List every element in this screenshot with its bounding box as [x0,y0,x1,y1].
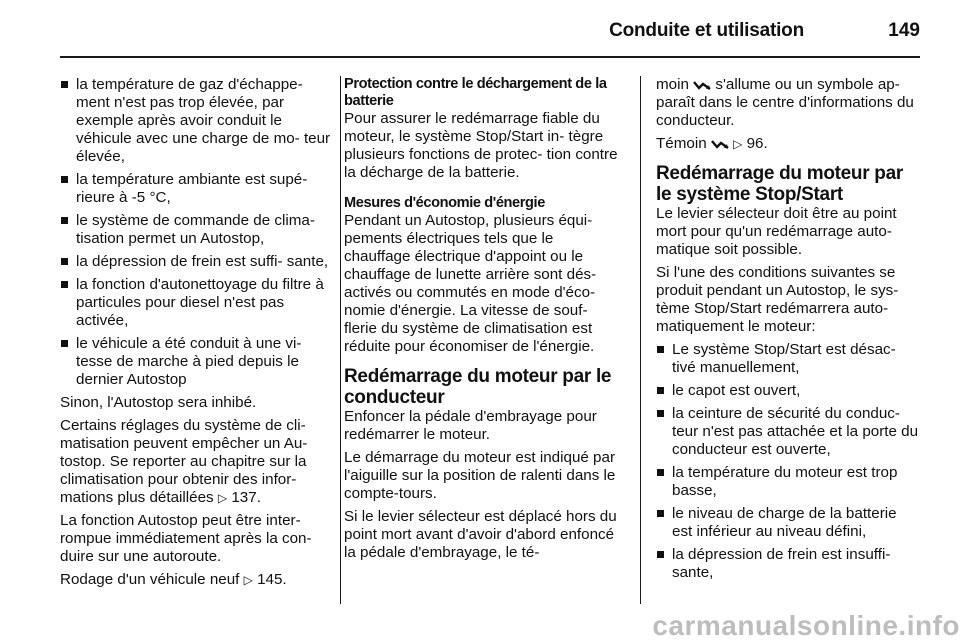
bullet-icon [61,217,68,224]
page-header [60,14,920,48]
page-reference-icon[interactable]: ▷ [217,491,228,505]
section-heading: Redémarrage du moteur par le système Stop/Start [656,163,903,205]
column-2 [344,76,624,567]
bullet-icon [657,346,664,353]
list-item: la température ambiante est supé- rieure à -5 °C, [60,171,332,207]
paragraph: Témoin ▷ 96. [656,135,768,152]
chapter-title: Conduite et utilisation [609,20,804,41]
list-item: la température du moteur est trop basse, [656,464,921,500]
paragraph: moin s'allume ou un symbole ap- paraît dans le centre d'informations du conducteur. [656,76,914,129]
stop-start-indicator-icon [693,80,711,90]
page-reference-icon[interactable]: ▷ [243,573,253,587]
paragraph: Certains réglages du système de cli- matisation peuvent empêcher un Au- tostop. Se reporter au chapitre sur la climatisation pour obtenir des infor- mations plus détaillées ▷ 137. [60,417,308,506]
paragraph: Rodage d'un véhicule neuf ▷ 145. [60,571,287,588]
page-reference[interactable]: 96. [746,135,768,152]
bullet-icon [657,387,664,394]
page-reference[interactable]: 145. [257,571,287,588]
bullet-icon [61,81,68,88]
list-item: le niveau de charge de la batterie est inférieur au niveau défini, [656,505,921,541]
header-divider [60,56,920,58]
paragraph: Le levier sélecteur doit être au point mort pour qu'un redémarrage auto- matique soit possible. [656,205,897,258]
list-item: le capot est ouvert, [656,382,921,400]
bullet-icon [657,551,664,558]
bullet-icon [61,281,68,288]
watermark: carmanualsonline.info [652,610,960,641]
bullet-icon [657,469,664,476]
bullet-icon [61,176,68,183]
column-divider [340,76,341,604]
list-item: Le système Stop/Start est désac- tivé manuellement, [656,341,921,377]
bullet-icon [657,510,664,517]
paragraph: La fonction Autostop peut être inter- rompue immédiatement après la con- duire sur une autoroute. [60,512,312,565]
column-1 [60,76,332,594]
section-heading: Redémarrage du moteur par le conducteur [344,366,612,408]
bullet-icon [657,410,664,417]
stop-start-indicator-icon [711,139,729,149]
paragraph: Pour assurer le redémarrage fiable du moteur, le système Stop/Start in- tègre plusieurs fonctions de protec- tion contre la décharge de la batterie. [344,110,618,181]
list-item: le système de commande de clima- tisation permet un Autostop, [60,212,332,248]
paragraph: Sinon, l'Autostop sera inhibé. [60,394,257,411]
subheading: Mesures d'économie d'énergie [344,195,545,211]
page-number: 149 [888,20,920,41]
subheading: Protection contre le déchargement de la batterie [344,76,607,109]
bullet-icon [61,258,68,265]
bullet-icon [61,340,68,347]
page-reference-icon[interactable]: ▷ [733,137,743,151]
list-item: la dépression de frein est suffi- sante, [60,253,332,271]
paragraph: Si l'une des conditions suivantes se produit pendant un Autostop, le sys- tème Stop/Start redémarrera auto- matiquement le moteur: [656,264,899,335]
paragraph: Enfoncer la pédale d'embrayage pour redémarrer le moteur. [344,408,597,443]
column-divider [640,76,641,604]
paragraph: Pendant un Autostop, plusieurs équi- pements électriques tels que le chauffage électrique d'appoint ou le chauffage de lunette arrière sont dés- activés ou commutés en mode d'éco- nomie d'énergie. La vitesse de souf- flerie du système de climatisation est réduite pour économiser de l'énergie. [344,212,597,355]
list-item: la dépression de frein est insuffi- sante, [656,546,921,582]
list-item: le véhicule a été conduit à une vi- tesse de marche à pied depuis le dernier Autostop [60,335,332,389]
column-3 [656,76,921,587]
list-item: la température de gaz d'échappe- ment n'est pas trop élevée, par exemple après avoir conduit le véhicule avec une charge de mo- teur élevée, [60,76,332,166]
paragraph: Si le levier sélecteur est déplacé hors du point mort avant d'avoir d'abord enfoncé la pédale d'embrayage, le té- [344,508,617,561]
paragraph: Le démarrage du moteur est indiqué par l'aiguille sur la position de ralenti dans le compte-tours. [344,449,616,502]
list-item: la fonction d'autonettoyage du filtre à particules pour diesel n'est pas activée, [60,276,332,330]
list-item: la ceinture de sécurité du conduc- teur n'est pas attachée et la porte du conducteur est ouverte, [656,405,921,459]
page-reference[interactable]: 137. [231,489,261,506]
